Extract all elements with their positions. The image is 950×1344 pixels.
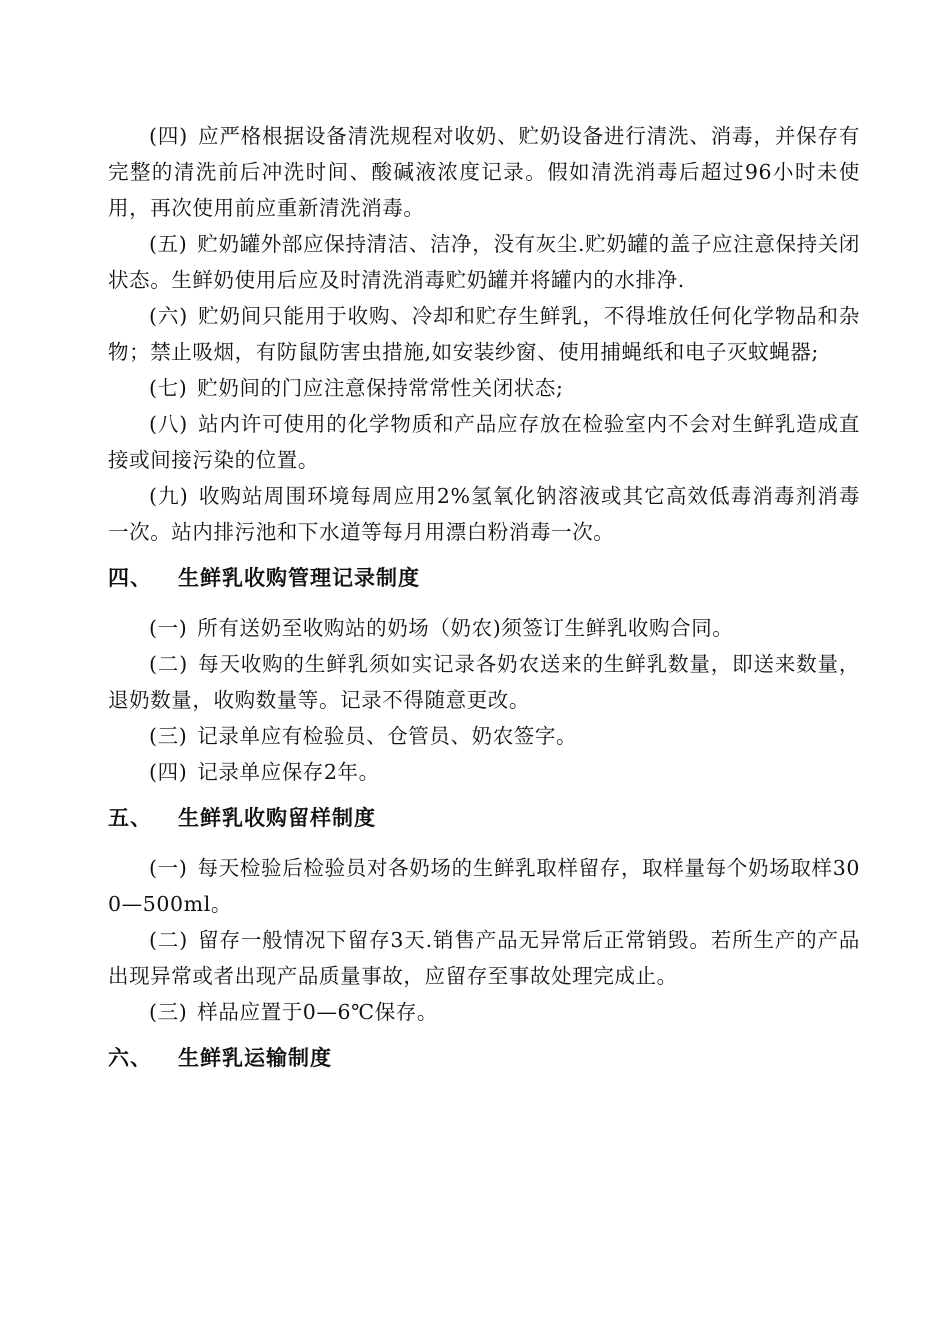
item-text: 站内许可使用的化学物质和产品应存放在检验室内不会对生鲜乳造成直接或间接污染的位置。 (108, 412, 860, 472)
item-text: 贮奶间的门应注意保持常常性关闭状态; (197, 376, 564, 400)
paragraph-item (108, 118, 860, 226)
paragraph-item (108, 646, 860, 718)
item-number: (二) (149, 928, 188, 952)
item-number: (四) (149, 760, 188, 784)
section-heading-text: 生鲜乳运输制度 (178, 1046, 332, 1070)
section-heading (108, 800, 860, 836)
section-heading-text: 生鲜乳收购管理记录制度 (178, 566, 420, 590)
paragraph-item (108, 718, 860, 754)
item-text: 每天检验后检验员对各奶场的生鲜乳取样留存，取样量每个奶场取样300—500ml。 (108, 856, 860, 916)
paragraph-item (108, 994, 860, 1030)
paragraph-item (108, 922, 860, 994)
paragraph-item (108, 754, 860, 790)
item-text: 收购站周围环境每周应用2%氢氧化钠溶液或其它高效低毒消毒剂消毒一次。站内排污池和下水道等每月用漂白粉消毒一次。 (108, 484, 861, 544)
item-text: 留存一般情况下留存3天.销售产品无异常后正常销毁。若所生产的产品出现异常或者出现产品质量事故，应留存至事故处理完成止。 (108, 928, 860, 988)
document-body (108, 118, 860, 1090)
item-number: (二) (149, 652, 188, 676)
section-heading-number: 六、 (108, 1046, 152, 1070)
item-number: (一) (149, 616, 188, 640)
paragraph-item (108, 850, 860, 922)
paragraph-item (108, 610, 860, 646)
section-heading (108, 560, 860, 596)
item-text: 贮奶间只能用于收购、冷却和贮存生鲜乳，不得堆放任何化学物品和杂物；禁止吸烟，有防鼠防害虫措施,如安装纱窗、使用捕蝇纸和电子灭蚊蝇器; (108, 304, 860, 364)
item-number: (六) (149, 304, 188, 328)
paragraph-item (108, 298, 860, 370)
item-text: 样品应置于0—6℃保存。 (197, 1000, 439, 1024)
item-number: (三) (149, 724, 188, 748)
item-number: (三) (149, 1000, 188, 1024)
paragraph-item (108, 406, 860, 478)
item-number: (八) (149, 412, 188, 436)
section-heading-number: 五、 (108, 806, 152, 830)
item-number: (九) (149, 484, 189, 508)
item-number: (四) (149, 124, 188, 148)
paragraph-item (108, 226, 860, 298)
item-number: (五) (149, 232, 188, 256)
section-heading-number: 四、 (108, 566, 152, 590)
section-heading (108, 1040, 860, 1076)
item-number: (七) (149, 376, 188, 400)
item-text: 记录单应保存2年。 (197, 760, 380, 784)
item-text: 每天收购的生鲜乳须如实记录各奶农送来的生鲜乳数量，即送来数量，退奶数量，收购数量等。记录不得随意更改。 (108, 652, 860, 712)
paragraph-item (108, 370, 860, 406)
item-text: 应严格根据设备清洗规程对收奶、贮奶设备进行清洗、消毒，并保存有完整的清洗前后冲洗时间、酸碱液浓度记录。假如清洗消毒后超过96小时未使用，再次使用前应重新清洗消毒。 (108, 124, 860, 220)
section-heading-text: 生鲜乳收购留样制度 (178, 806, 376, 830)
item-number: (一) (149, 856, 188, 880)
item-text: 贮奶罐外部应保持清洁、洁净，没有灰尘.贮奶罐的盖子应注意保持关闭状态。生鲜奶使用后应及时清洗消毒贮奶罐并将罐内的水排净. (108, 232, 861, 292)
item-text: 所有送奶至收购站的奶场（奶农)须签订生鲜乳收购合同。 (197, 616, 734, 640)
item-text: 记录单应有检验员、仓管员、奶农签字。 (197, 724, 578, 748)
paragraph-item (108, 478, 860, 550)
